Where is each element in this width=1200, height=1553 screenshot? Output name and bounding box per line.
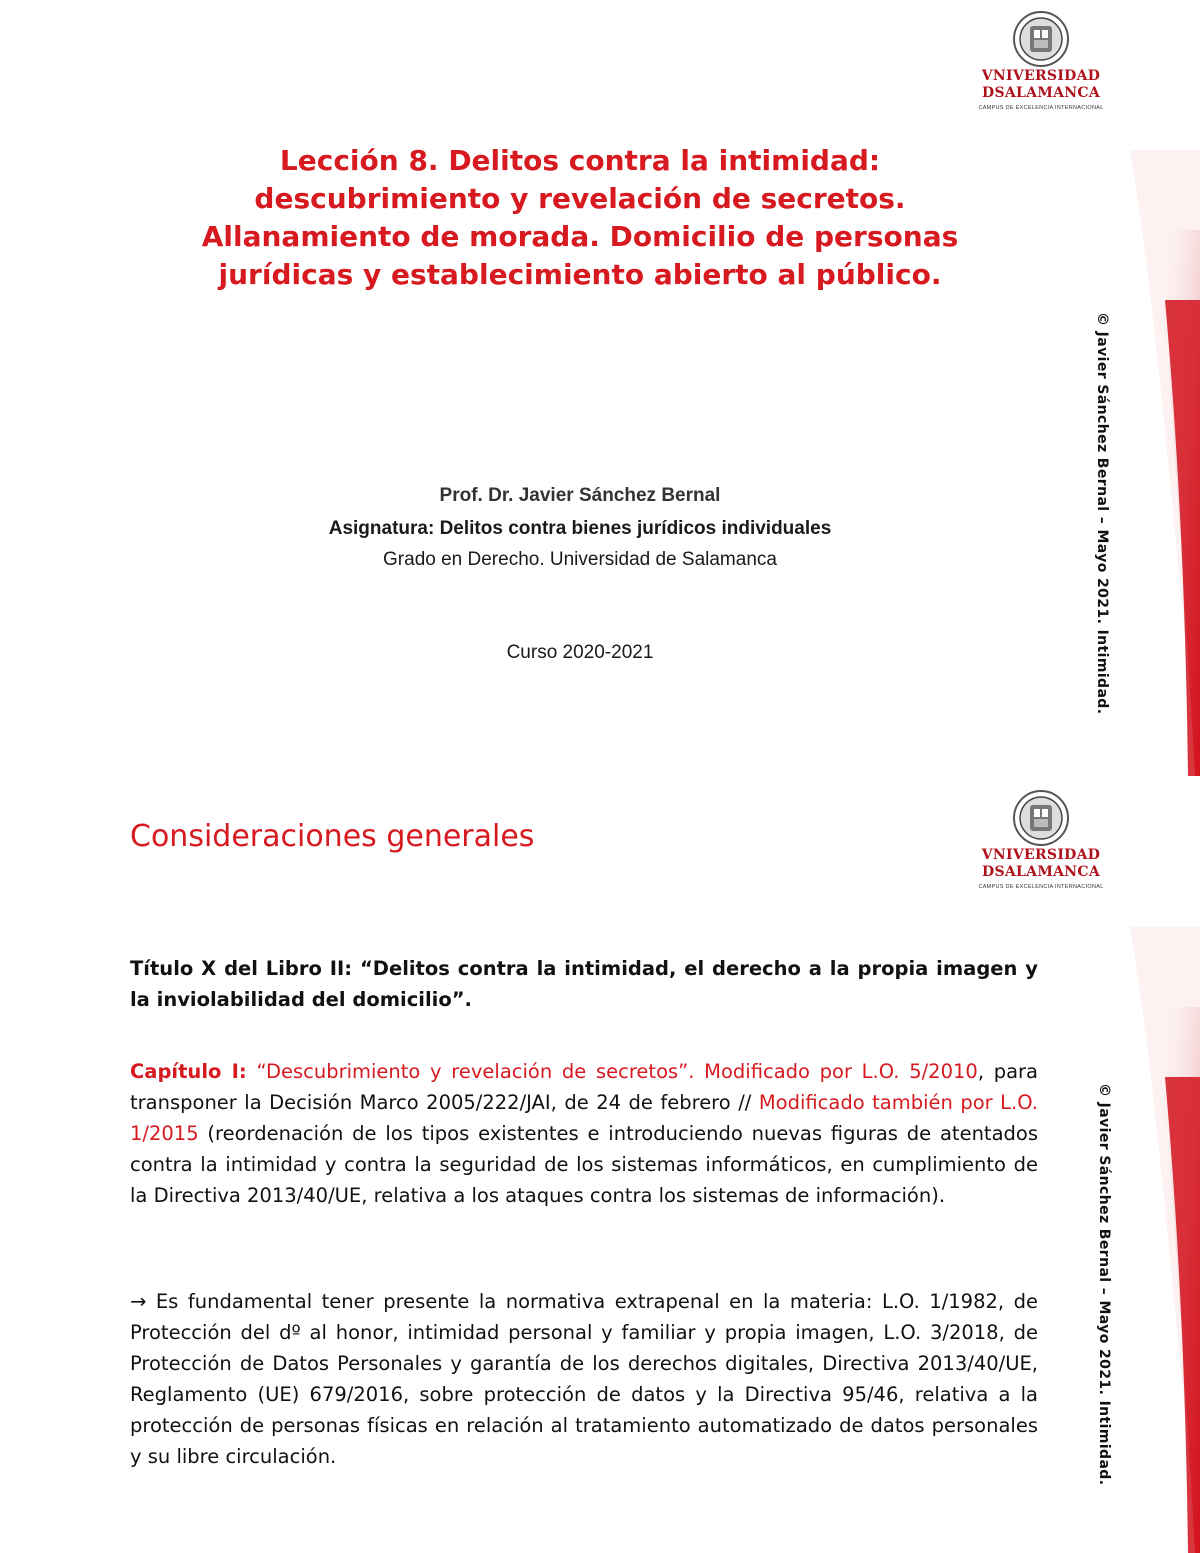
copyright-vertical: © Javier Sánchez Bernal – Mayo 2021. Intimidad. xyxy=(1096,1083,1112,1486)
chapter-text-2: (reordenación de los tipos existentes e introduciendo nuevas figuras de atentados contra la intimidad y contra la seguridad de los sistemas informáticos, en cumplimiento de la Directiva 2013/40/UE, relativa a los ataques contra los sistemas de información). xyxy=(130,1122,1038,1207)
lesson-title-line3: Allanamiento de morada. Domicilio de personas xyxy=(201,220,959,253)
slide-heading: Consideraciones generales xyxy=(130,819,535,854)
university-logo xyxy=(966,10,1116,111)
chapter-label: Capítulo I: xyxy=(130,1060,247,1083)
content-slide xyxy=(0,777,1200,1553)
chapter-text-1: , para transponer la Decisión Marco 2005/222/JAI, de 24 de febrero // xyxy=(130,1060,1038,1114)
university-tagline: CAMPUS DE EXCELENCIA INTERNACIONAL xyxy=(978,105,1104,111)
lesson-title-line4: jurídicas y establecimiento abierto al público. xyxy=(218,258,942,291)
professor-name: Prof. Dr. Javier Sánchez Bernal xyxy=(439,485,721,506)
degree-name: Grado en Derecho. Universidad de Salamanca xyxy=(383,549,777,570)
university-logo xyxy=(966,789,1116,890)
lesson-title-line1: Lección 8. Delitos contra la intimidad: xyxy=(279,144,881,177)
university-name-line2: DSALAMANCA xyxy=(982,864,1100,880)
extrapenal-text: Es fundamental tener presente la normativa extrapenal en la materia: L.O. 1/1982, de Protección del dº al honor, intimidad personal y familiar y propia imagen, L.O. 3/2018, de Protección de Datos Personales y garantía de los derechos digitales, Directiva 2013/40/UE, Reglamento (UE) 679/2016, sobre protección de datos y la Directiva 95/46, relativa a la protección de personas físicas en relación al tratamiento automatizado de datos personales y su libre circulación. xyxy=(130,1290,1038,1468)
subject-name: Asignatura: Delitos contra bienes jurídicos individuales xyxy=(328,518,832,539)
university-crest-icon xyxy=(1006,10,1076,68)
course-year: Curso 2020-2021 xyxy=(506,642,654,663)
lesson-title-line2: descubrimiento y revelación de secretos. xyxy=(254,182,906,215)
title-slide xyxy=(0,0,1200,776)
paragraph-title-x: Título X del Libro II: “Delitos contra la intimidad, el derecho a la propia imagen y la inviolabilidad del domicilio”. xyxy=(130,957,1038,1011)
paragraph-extrapenal xyxy=(130,1286,1038,1472)
university-tagline: CAMPUS DE EXCELENCIA INTERNACIONAL xyxy=(978,884,1104,890)
university-crest-icon xyxy=(1006,789,1076,847)
chapter-modification: Modificado también por L.O. 1/2015 xyxy=(130,1091,1038,1145)
copyright-vertical: © Javier Sánchez Bernal – Mayo 2021. Intimidad. xyxy=(1094,312,1110,715)
chapter-title: “Descubrimiento y revelación de secretos”. Modificado por L.O. 5/2010 xyxy=(246,1060,978,1083)
university-name-line1: VNIVERSIDAD xyxy=(981,68,1101,84)
paragraph-chapter-i xyxy=(130,1056,1038,1211)
arrow-icon: → xyxy=(130,1290,147,1313)
university-name-line2: DSALAMANCA xyxy=(982,85,1100,101)
university-name-line1: VNIVERSIDAD xyxy=(981,847,1101,863)
lesson-title xyxy=(150,142,1010,294)
